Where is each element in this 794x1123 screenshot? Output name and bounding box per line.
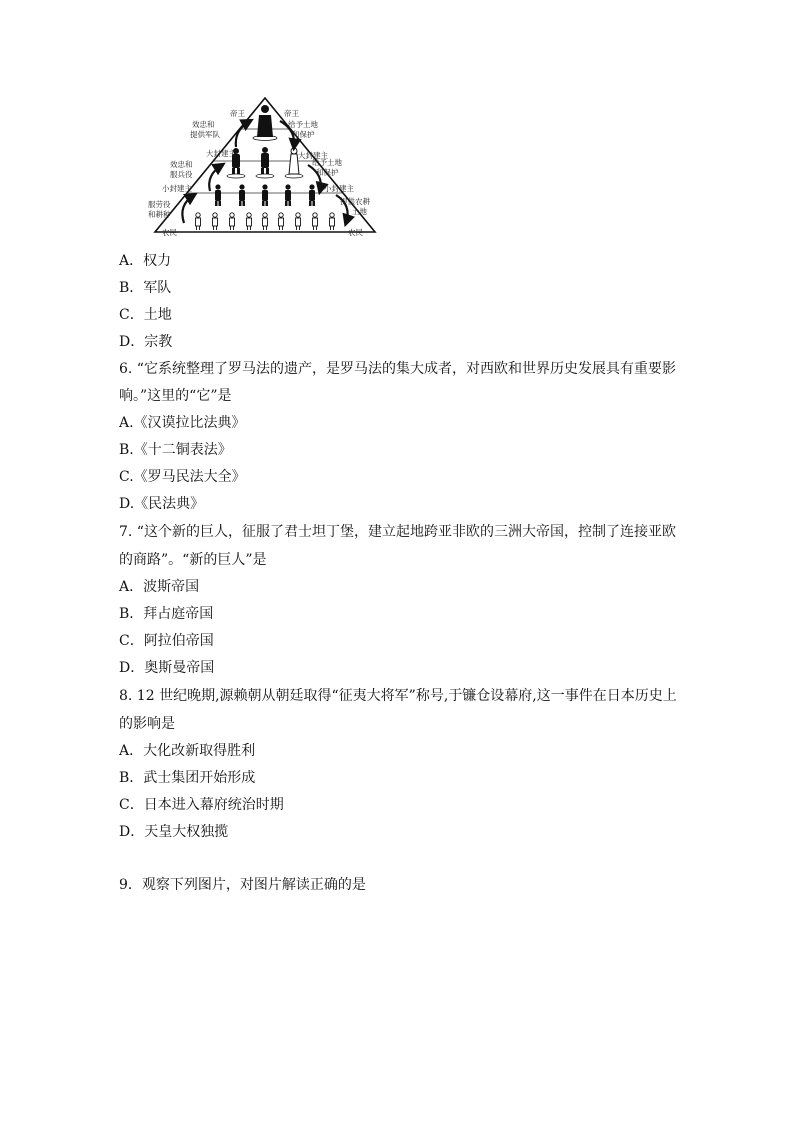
label-duty-troops-2: 提供军队 [190, 130, 220, 139]
option-d-text: D．天皇大权独揽 [119, 824, 229, 840]
label-duty-service-2: 服兵役 [170, 170, 193, 179]
option-a-text: A．权力 [119, 253, 172, 269]
label-peasant-right: 农民 [348, 228, 363, 237]
label-duty-labor-1: 服劳役 [148, 200, 171, 209]
duty-arrow-icon [182, 195, 194, 223]
label-duty-service-1: 效忠和 [170, 160, 193, 169]
question-8-text-cont: 的影响是 [119, 716, 175, 732]
label-grant-land-1b: 和保护 [292, 130, 315, 139]
option-b-text: B．武士集团开始形成 [119, 770, 256, 786]
option-a-text: A.《汉谟拉比法典》 [119, 415, 246, 431]
feudal-pyramid-figure [140, 95, 390, 240]
emperor-figure [253, 105, 277, 141]
peasant-figures [196, 213, 335, 230]
option-d-text: D．宗教 [119, 334, 173, 350]
option-d-text: D.《民法典》 [119, 496, 205, 512]
label-small-lord-left: 小封建主 [162, 184, 192, 193]
option-c-text: C．日本进入幕府统治时期 [119, 797, 284, 813]
feudal-pyramid-diagram [140, 95, 390, 240]
label-peasant-left: 农民 [162, 228, 177, 237]
label-duty-troops-1: 效忠和 [192, 120, 215, 129]
question-7-text-cont: 的商路”。“新的巨人”是 [119, 552, 267, 568]
label-grant-land-2a: 给予土地 [312, 158, 342, 167]
small-lord-figures [215, 184, 315, 206]
duty-arrow-icon [236, 121, 250, 147]
label-grant-land-1a: 给予土地 [288, 120, 318, 129]
question-6-text: 6. “它系统整理了罗马法的遗产，是罗马法的集大成者，对西欧和世界历史发展具有重要影 [119, 361, 676, 377]
label-grant-farmland-b: 土地 [352, 207, 367, 216]
option-b-text: B.《十二铜表法》 [119, 442, 232, 458]
label-grant-land-2b: 和保护 [316, 168, 339, 177]
label-small-lord-right: 小封建主 [324, 184, 354, 193]
label-grant-farmland-a: 提供农耕 [340, 197, 370, 206]
question-9-text: 9．观察下列图片，对图片解读正确的是 [119, 877, 366, 893]
big-lord-figures [227, 147, 303, 178]
option-c-text: C．土地 [119, 307, 172, 323]
option-b-text: B．拜占庭帝国 [119, 606, 214, 622]
option-a-text: A．波斯帝国 [119, 579, 200, 595]
question-6-text-cont: 响。”这里的“它”是 [119, 388, 232, 404]
option-c-text: C．阿拉伯帝国 [119, 633, 214, 649]
option-d-text: D．奥斯曼帝国 [119, 660, 215, 676]
question-7-text: 7. “这个新的巨人，征服了君士坦丁堡，建立起地跨亚非欧的三洲大帝国，控制了连接亚欧 [119, 524, 676, 540]
option-b-text: B．军队 [119, 280, 172, 296]
label-duty-labor-2: 和耕种 [148, 210, 171, 219]
option-c-text: C.《罗马民法大全》 [119, 469, 246, 485]
label-big-lord-left: 大封建主 [206, 149, 236, 158]
question-8-text: 8. 12 世纪晚期,源赖朝从朝廷取得“征夷大将军”称号,于镰仓设幕府,这一事件在日本历史上 [119, 688, 677, 704]
label-emperor-left: 帝王 [230, 109, 245, 118]
label-big-lord-right: 大封建主 [298, 151, 328, 160]
label-emperor-right: 帝王 [284, 109, 299, 118]
option-a-text: A．大化改新取得胜利 [119, 743, 256, 759]
